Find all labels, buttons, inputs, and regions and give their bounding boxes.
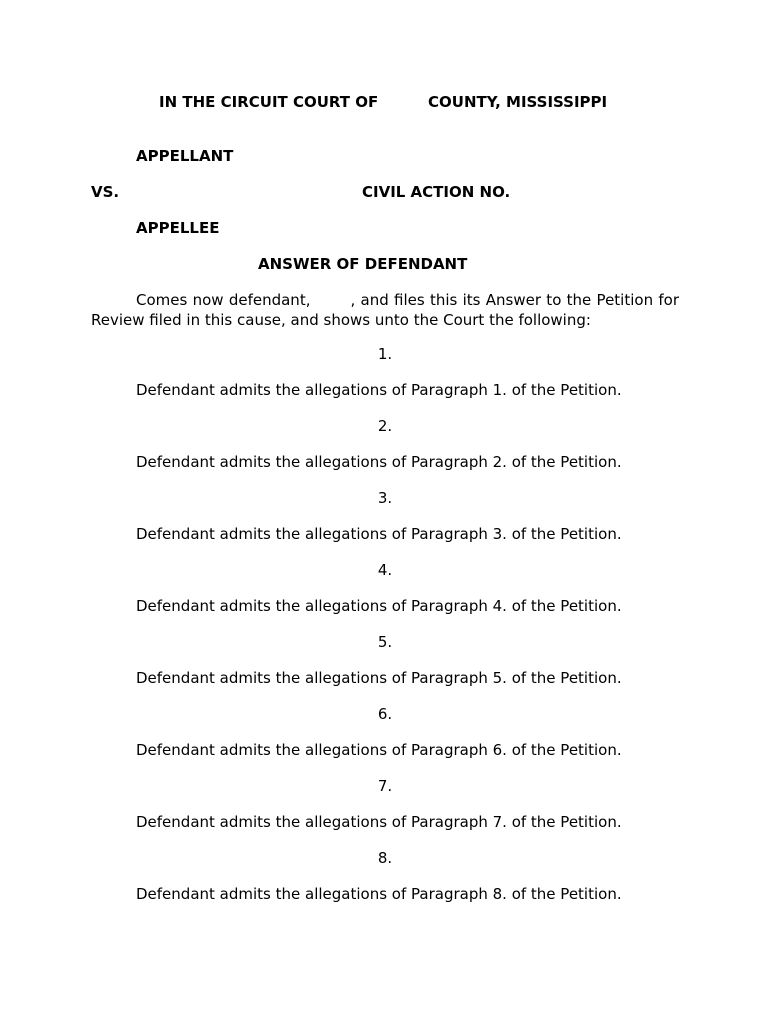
- document-title: ANSWER OF DEFENDANT: [258, 255, 468, 273]
- appellee-label: APPELLEE: [136, 219, 220, 237]
- paragraph-number: 1.: [377, 345, 393, 363]
- paragraph-number: 8.: [377, 849, 393, 867]
- paragraph-text: Defendant admits the allegations of Paragraph 7. of the Petition.: [136, 813, 622, 831]
- court-name-prefix: IN THE CIRCUIT COURT OF: [159, 93, 379, 111]
- paragraph-number: 3.: [377, 489, 393, 507]
- paragraph-text: Defendant admits the allegations of Paragraph 6. of the Petition.: [136, 741, 622, 759]
- intro-paragraph: [91, 290, 679, 330]
- paragraph-text: Defendant admits the allegations of Paragraph 4. of the Petition.: [136, 597, 622, 615]
- paragraph-text: Defendant admits the allegations of Paragraph 8. of the Petition.: [136, 885, 622, 903]
- paragraph-number: 7.: [377, 777, 393, 795]
- appellant-label: APPELLANT: [136, 147, 234, 165]
- intro-text-end: , and files this its Answer to the Petition for Review filed in this cause, and shows unto the Court the following:: [91, 291, 679, 329]
- paragraph-text: Defendant admits the allegations of Paragraph 3. of the Petition.: [136, 525, 622, 543]
- court-name-suffix: COUNTY, MISSISSIPPI: [428, 93, 608, 111]
- paragraph-text: Defendant admits the allegations of Paragraph 2. of the Petition.: [136, 453, 622, 471]
- paragraph-text: Defendant admits the allegations of Paragraph 5. of the Petition.: [136, 669, 622, 687]
- civil-action-label: CIVIL ACTION NO.: [362, 183, 511, 201]
- paragraph-number: 4.: [377, 561, 393, 579]
- versus-label: VS.: [91, 183, 120, 201]
- paragraph-number: 2.: [377, 417, 393, 435]
- paragraph-number: 5.: [377, 633, 393, 651]
- paragraph-number: 6.: [377, 705, 393, 723]
- intro-text-start: Comes now defendant,: [136, 291, 311, 309]
- paragraph-text: Defendant admits the allegations of Paragraph 1. of the Petition.: [136, 381, 622, 399]
